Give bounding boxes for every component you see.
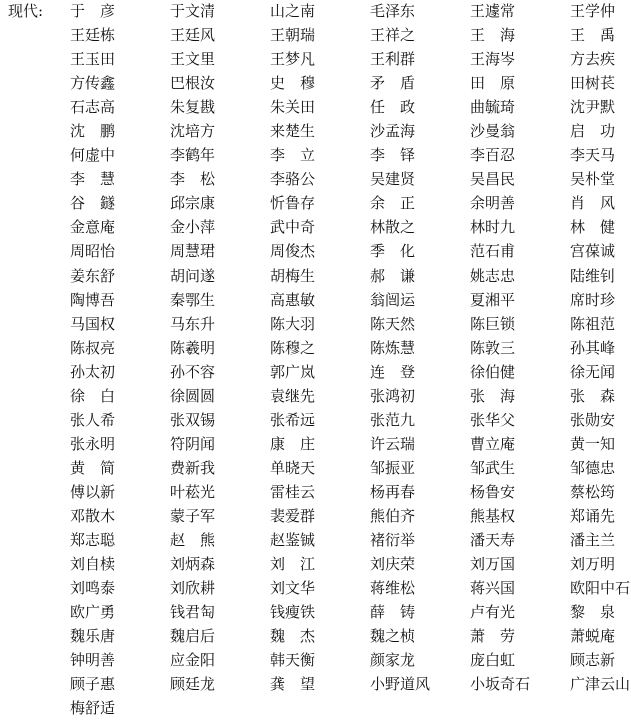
name-entry: 王学仲 xyxy=(570,2,616,20)
name-entry: 王海岑 xyxy=(470,50,516,69)
name-entry: 石志高 xyxy=(70,98,116,117)
name-entry: 王 海 xyxy=(470,26,516,45)
name-entry: 张 森 xyxy=(570,386,616,405)
name-entry: 刘鸣泰 xyxy=(70,579,116,598)
name-entry: 毛泽东 xyxy=(370,2,416,20)
name-entry: 范石甫 xyxy=(470,242,516,261)
name-entry: 李骆公 xyxy=(270,170,316,189)
name-entry: 张鸿初 xyxy=(370,386,416,405)
name-entry: 陈大羽 xyxy=(270,314,316,333)
name-entry: 魏乐唐 xyxy=(70,627,116,646)
name-entry: 史 穆 xyxy=(270,74,316,93)
name-entry: 王玉田 xyxy=(70,50,116,69)
name-entry: 小野道风 xyxy=(370,675,431,694)
name-entry: 周俊杰 xyxy=(270,242,316,261)
name-entry: 高惠敏 xyxy=(270,290,316,309)
name-entry: 卢有光 xyxy=(470,603,516,622)
name-entry: 郑志聪 xyxy=(70,531,116,550)
name-entry: 山之南 xyxy=(270,2,316,20)
name-entry: 康 庄 xyxy=(270,434,316,453)
name-entry: 顾志新 xyxy=(570,651,616,670)
name-entry: 翁闿运 xyxy=(370,290,416,309)
name-entry: 蒋维松 xyxy=(370,579,416,598)
name-entry: 曲毓琦 xyxy=(470,98,516,117)
name-entry: 钱君匋 xyxy=(170,603,216,622)
name-entry: 启 功 xyxy=(570,122,616,141)
name-entry: 蒋兴国 xyxy=(470,579,516,598)
name-entry: 蔡松筠 xyxy=(570,482,616,501)
name-entry: 沈培方 xyxy=(170,122,216,141)
name-entry: 吴建贤 xyxy=(370,170,416,189)
name-entry: 黎 泉 xyxy=(570,603,616,622)
name-entry: 马东升 xyxy=(170,314,216,333)
name-entry: 庞白虹 xyxy=(470,651,516,670)
name-entry: 徐 白 xyxy=(70,386,116,405)
name-entry: 陈天然 xyxy=(370,314,416,333)
name-entry: 徐伯健 xyxy=(470,362,516,381)
name-entry: 马国权 xyxy=(70,314,116,333)
name-entry: 潘天寿 xyxy=(470,531,516,550)
name-entry: 杨鲁安 xyxy=(470,482,516,501)
name-entry: 巴根汝 xyxy=(170,74,216,93)
name-entry: 邹武生 xyxy=(470,458,516,477)
name-entry: 傅以新 xyxy=(70,482,116,501)
name-entry: 陈敦三 xyxy=(470,338,516,357)
name-entry: 王利群 xyxy=(370,50,416,69)
name-entry: 张 海 xyxy=(470,386,516,405)
name-entry: 徐圆圆 xyxy=(170,386,216,405)
name-entry: 魏启后 xyxy=(170,627,216,646)
name-entry: 李百忍 xyxy=(470,146,516,165)
name-entry: 张勋安 xyxy=(570,410,616,429)
name-entry: 季 化 xyxy=(370,242,416,261)
name-entry: 陈祖范 xyxy=(570,314,616,333)
name-entry: 熊基权 xyxy=(470,506,516,525)
name-entry: 王廷风 xyxy=(170,26,216,45)
name-entry: 王廷栋 xyxy=(70,26,116,45)
name-entry: 张范九 xyxy=(370,410,416,429)
name-entry: 于文清 xyxy=(170,2,216,20)
name-entry: 陈炼慧 xyxy=(370,338,416,357)
name-entry: 陶博吾 xyxy=(70,290,116,309)
name-entry: 黄一知 xyxy=(570,434,616,453)
name-entry: 单晓天 xyxy=(270,458,316,477)
name-entry: 姚志忠 xyxy=(470,266,516,285)
name-entry: 萧蜕庵 xyxy=(570,627,616,646)
name-entry: 龚 望 xyxy=(270,675,316,694)
name-entry: 沙孟海 xyxy=(370,122,416,141)
name-entry: 李鹤年 xyxy=(170,146,216,165)
name-entry: 郝 谦 xyxy=(370,266,416,285)
name-entry: 应金阳 xyxy=(170,651,216,670)
name-entry: 金小萍 xyxy=(170,218,216,237)
name-entry: 黄 简 xyxy=(70,458,116,477)
name-entry: 蒙子军 xyxy=(170,506,216,525)
name-entry: 武中奇 xyxy=(270,218,316,237)
name-entry: 李 铎 xyxy=(370,146,416,165)
name-entry: 曹立庵 xyxy=(470,434,516,453)
name-entry: 余明善 xyxy=(470,194,516,213)
name-entry: 金意庵 xyxy=(70,218,116,237)
name-entry: 陈叔亮 xyxy=(70,338,116,357)
name-entry: 田树苌 xyxy=(570,74,616,93)
name-entry: 林 健 xyxy=(570,218,616,237)
name-entry: 朱复戡 xyxy=(170,98,216,117)
name-entry: 孙其峰 xyxy=(570,338,616,357)
name-entry: 宫葆诚 xyxy=(570,242,616,261)
name-entry: 顾子惠 xyxy=(70,675,116,694)
name-entry: 连 登 xyxy=(370,362,416,381)
name-entry: 广津云山 xyxy=(570,675,631,694)
name-entry: 余 正 xyxy=(370,194,416,213)
name-entry: 忻鲁存 xyxy=(270,194,316,213)
section-label: 现代: xyxy=(8,2,44,20)
name-entry: 姜东舒 xyxy=(70,266,116,285)
name-entry: 吴昌民 xyxy=(470,170,516,189)
name-entry: 张双锡 xyxy=(170,410,216,429)
name-entry: 肖 风 xyxy=(570,194,616,213)
name-entry: 周昭怡 xyxy=(70,242,116,261)
name-entry: 于 彦 xyxy=(70,2,116,20)
name-entry: 梅舒适 xyxy=(70,699,116,718)
name-entry: 欧广勇 xyxy=(70,603,116,622)
name-entry: 刘文华 xyxy=(270,579,316,598)
name-entry: 刘欣耕 xyxy=(170,579,216,598)
name-entry: 裴爱群 xyxy=(270,506,316,525)
name-entry: 萧 劳 xyxy=(470,627,516,646)
name-entry: 王梦凡 xyxy=(270,50,316,69)
name-entry: 方去疾 xyxy=(570,50,616,69)
name-entry: 林时九 xyxy=(470,218,516,237)
name-entry: 魏之桢 xyxy=(370,627,416,646)
name-entry: 袁继先 xyxy=(270,386,316,405)
name-grid xyxy=(70,1,631,722)
name-entry: 郭广岚 xyxy=(270,362,316,381)
name-entry: 孙太初 xyxy=(70,362,116,381)
name-entry: 刘庆荣 xyxy=(370,555,416,574)
name-entry: 周慧珺 xyxy=(170,242,216,261)
name-entry: 钟明善 xyxy=(70,651,116,670)
name-entry: 陈巨锁 xyxy=(470,314,516,333)
name-entry: 胡梅生 xyxy=(270,266,316,285)
name-entry: 赵 熊 xyxy=(170,531,216,550)
name-entry: 费新我 xyxy=(170,458,216,477)
name-entry: 褚衍举 xyxy=(370,531,416,550)
name-entry: 顾廷龙 xyxy=(170,675,216,694)
name-entry: 孙不容 xyxy=(170,362,216,381)
name-entry: 席时珍 xyxy=(570,290,616,309)
name-entry: 徐无闻 xyxy=(570,362,616,381)
name-entry: 王文里 xyxy=(170,50,216,69)
name-entry: 王祥之 xyxy=(370,26,416,45)
name-entry: 林散之 xyxy=(370,218,416,237)
name-entry: 邹德忠 xyxy=(570,458,616,477)
name-entry: 小坂奇石 xyxy=(470,675,531,694)
name-entry: 张永明 xyxy=(70,434,116,453)
name-entry: 刘炳森 xyxy=(170,555,216,574)
name-entry: 沈尹默 xyxy=(570,98,616,117)
name-entry: 魏 杰 xyxy=(270,627,316,646)
name-entry: 潘主兰 xyxy=(570,531,616,550)
name-entry: 陈羲明 xyxy=(170,338,216,357)
name-entry: 方传鑫 xyxy=(70,74,116,93)
name-entry: 矛 盾 xyxy=(370,74,416,93)
name-entry: 叶菘光 xyxy=(170,482,216,501)
name-entry: 许云瑞 xyxy=(370,434,416,453)
name-entry: 李 慧 xyxy=(70,170,116,189)
name-entry: 颜家龙 xyxy=(370,651,416,670)
name-entry: 何虚中 xyxy=(70,146,116,165)
name-entry: 朱关田 xyxy=(270,98,316,117)
name-entry: 李天马 xyxy=(570,146,616,165)
name-entry: 来楚生 xyxy=(270,122,316,141)
name-entry: 田 原 xyxy=(470,74,516,93)
name-entry: 张人希 xyxy=(70,410,116,429)
name-entry: 李 立 xyxy=(270,146,316,165)
name-entry: 王朝瑞 xyxy=(270,26,316,45)
name-entry: 雷桂云 xyxy=(270,482,316,501)
name-entry: 杨再春 xyxy=(370,482,416,501)
name-entry: 沙曼翁 xyxy=(470,122,516,141)
name-entry: 韩天衡 xyxy=(270,651,316,670)
name-entry: 任 政 xyxy=(370,98,416,117)
name-entry: 邱宗康 xyxy=(170,194,216,213)
name-entry: 谷 鐩 xyxy=(70,194,116,213)
name-entry: 郑诵先 xyxy=(570,506,616,525)
name-entry: 沈 鹏 xyxy=(70,122,116,141)
name-entry: 刘 江 xyxy=(270,555,316,574)
name-entry: 夏湘平 xyxy=(470,290,516,309)
name-entry: 秦鄂生 xyxy=(170,290,216,309)
name-entry: 刘万明 xyxy=(570,555,616,574)
name-entry: 欧阳中石 xyxy=(570,579,631,598)
name-entry: 吴朴堂 xyxy=(570,170,616,189)
name-entry: 薛 铸 xyxy=(370,603,416,622)
name-entry: 邹振亚 xyxy=(370,458,416,477)
name-entry: 刘万国 xyxy=(470,555,516,574)
name-entry: 赵鉴铖 xyxy=(270,531,316,550)
name-entry: 胡问遂 xyxy=(170,266,216,285)
name-entry: 张希远 xyxy=(270,410,316,429)
name-entry: 陈穆之 xyxy=(270,338,316,357)
name-entry: 邓散木 xyxy=(70,506,116,525)
name-entry: 熊伯齐 xyxy=(370,506,416,525)
name-entry: 陆维钊 xyxy=(570,266,616,285)
name-entry: 符阴闻 xyxy=(170,434,216,453)
name-entry: 张华父 xyxy=(470,410,516,429)
name-entry: 王遽常 xyxy=(470,2,516,20)
name-entry: 王 禹 xyxy=(570,26,616,45)
name-entry: 钱瘦铁 xyxy=(270,603,316,622)
name-entry: 李 松 xyxy=(170,170,216,189)
name-entry: 刘自椟 xyxy=(70,555,116,574)
